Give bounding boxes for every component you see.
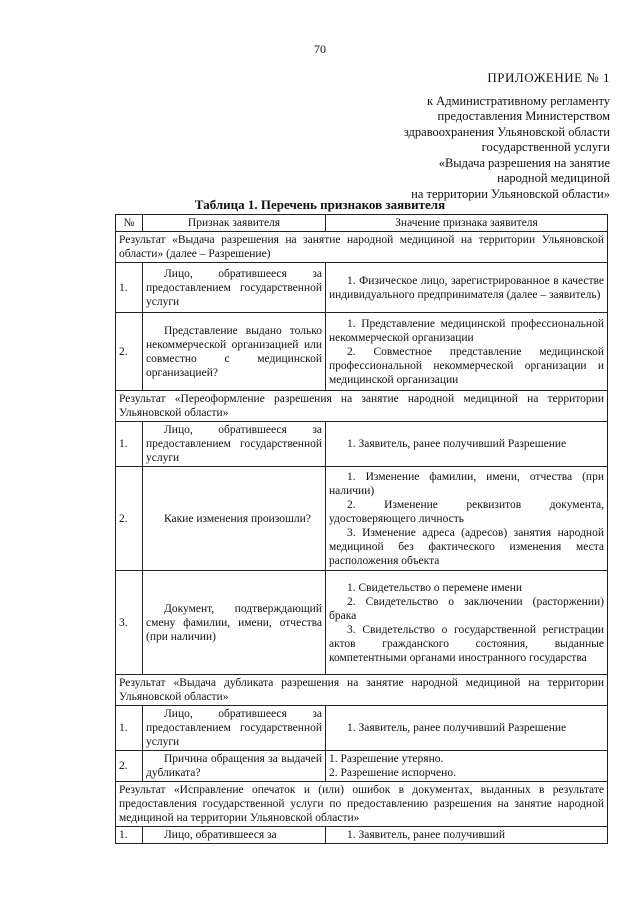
header-value: Значение признака заявителя [326, 215, 608, 232]
value-item: 1. Свидетельство о перемене имени [347, 581, 523, 594]
row-number: 2. [116, 313, 143, 391]
appendix-header [404, 70, 610, 202]
header-sign: Признак заявителя [143, 215, 326, 232]
appendix-line: здравоохранения Ульяновской области [403, 124, 610, 139]
row-number: 2. [116, 467, 143, 571]
appendix-line: на территории Ульяновской области» [411, 186, 610, 201]
row-number: 1. [116, 827, 143, 844]
value-item: 1. Заявитель, ранее получивший Разрешение [347, 722, 567, 734]
table-row [116, 263, 608, 313]
table-row [116, 571, 608, 675]
value-item: 1. Заявитель, ранее получивший [347, 829, 505, 841]
row-value [326, 706, 608, 751]
row-sign: Причина обращения за выдачей дубликата? [143, 751, 326, 782]
appendix-title: ПРИЛОЖЕНИЕ № 1 [487, 70, 610, 85]
section-title-row [116, 391, 608, 422]
section-title: Результат «Выдача дубликата разрешения на занятие народной медициной на территории Ульяновской области» [116, 675, 608, 706]
appendix-line: «Выдача разрешения на занятие [438, 155, 610, 170]
row-value [326, 751, 608, 782]
value-item: 1. Представление медицинской профессиональной некоммерческой организации [329, 317, 604, 344]
value-item: 2. Свидетельство о заключении (расторжении) брака [329, 595, 604, 622]
table-row [116, 751, 608, 782]
row-sign: Какие изменения произошли? [143, 467, 326, 571]
section-title-row [116, 782, 608, 827]
row-value [326, 827, 608, 844]
table-header-row [116, 215, 608, 232]
page-number: 70 [314, 42, 326, 56]
value-item: 1. Заявитель, ранее получивший Разрешение [347, 438, 567, 450]
row-sign: Лицо, обратившееся за предоставлением государственной услуги [143, 263, 326, 313]
section-title: Результат «Исправление опечаток и (или) ошибок в документах, выданных в результате предоставления государственной услуги по предоставлению разрешения на занятие народной медициной на территории Ульяновской области» [116, 782, 608, 827]
row-value [326, 467, 608, 571]
row-number: 1. [116, 706, 143, 751]
value-item: 3. Свидетельство о государственной регистрации актов гражданского состояния, выданные компетентными органами иностранного государства [329, 623, 604, 664]
table-title: Таблица 1. Перечень признаков заявителя [194, 197, 446, 212]
section-title-row [116, 232, 608, 263]
row-value [326, 571, 608, 675]
row-sign: Документ, подтверждающий смену фамилии, имени, отчества (при наличии) [143, 571, 326, 675]
table-row [116, 467, 608, 571]
row-number: 1. [116, 422, 143, 467]
appendix-line: предоставления Министерством [437, 109, 610, 123]
row-number: 2. [116, 751, 143, 782]
table-row [116, 706, 608, 751]
value-item: 1. Изменение фамилии, имени, отчества (при наличии) [329, 470, 604, 497]
table-row [116, 422, 608, 467]
row-sign: Лицо, обратившееся за предоставлением государственной услуги [143, 706, 326, 751]
value-item: 2. Разрешение испорчено. [329, 767, 456, 779]
row-number: 1. [116, 263, 143, 313]
appendix-line: государственной услуги [481, 140, 610, 154]
value-item: 2. Изменение реквизитов документа, удостоверяющего личность [329, 498, 604, 525]
row-sign: Представление выдано только некоммерческой организацией или совместно с медицинской организацией? [143, 313, 326, 391]
section-title: Результат «Переоформление разрешения на занятие народной медициной на территории Ульяновской области» [116, 391, 608, 422]
row-value [326, 313, 608, 391]
row-number: 3. [116, 571, 143, 675]
value-item: 2. Совместное представление медицинской профессиональной некоммерческой организации и медицинской организации [329, 345, 604, 386]
appendix-line: к Административному регламенту [426, 93, 610, 108]
appendix-line: народной медициной [497, 171, 610, 185]
row-sign: Лицо, обратившееся за предоставлением государственной услуги [143, 422, 326, 467]
table-row [116, 827, 608, 844]
row-value [326, 422, 608, 467]
value-item: 3. Изменение адреса (адресов) занятия народной медициной без фактического изменения места расположения объекта [329, 526, 604, 567]
row-value [326, 263, 608, 313]
value-item: 1. Разрешение утеряно. [329, 753, 444, 765]
section-title-row [116, 675, 608, 706]
table-row [116, 313, 608, 391]
header-number: № [116, 215, 143, 232]
section-title: Результат «Выдача разрешения на занятие народной медициной на территории Ульяновской области» (далее – Разрешение) [116, 232, 608, 263]
value-item: 1. Физическое лицо, зарегистрированное в качестве индивидуального предпринимателя (далее – заявитель) [329, 274, 604, 301]
applicant-signs-table [115, 214, 608, 844]
row-sign: Лицо, обратившееся за [143, 827, 326, 844]
